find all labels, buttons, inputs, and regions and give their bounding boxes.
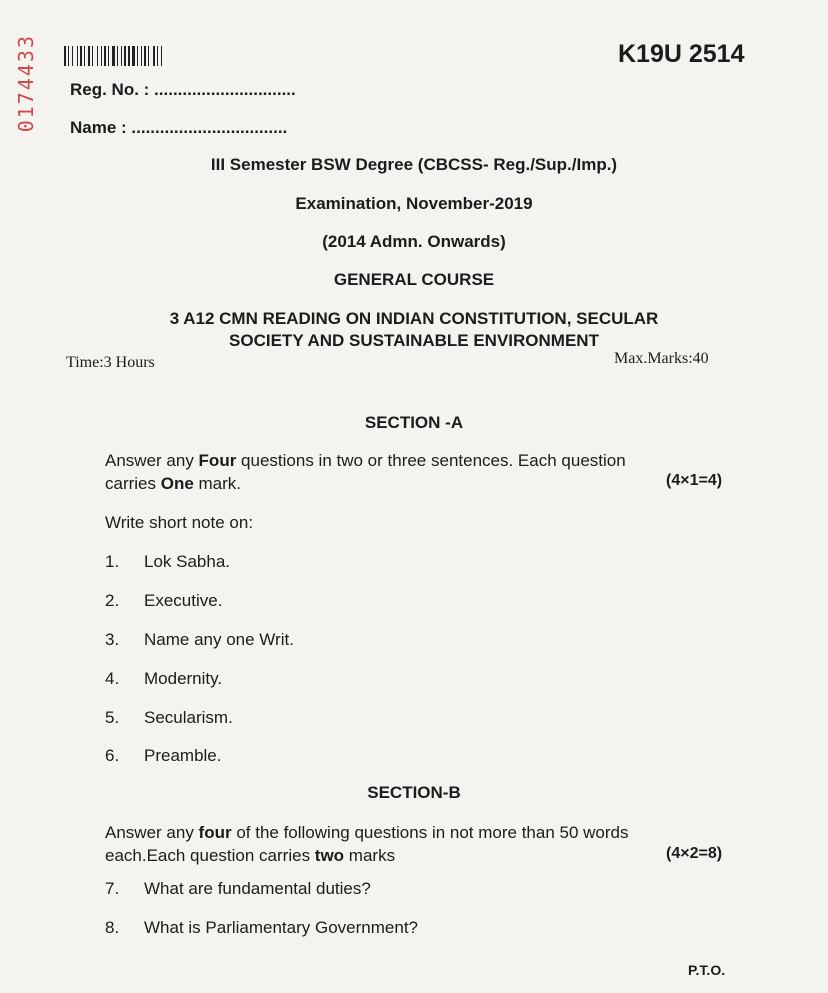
question-number: 8. [105,918,120,937]
question-number: 7. [105,879,120,898]
degree-title: III Semester BSW Degree (CBCSS- Reg./Sup./Imp.) [210,155,618,174]
serial-number: 0174433 [14,34,38,133]
barcode-image [64,46,264,66]
paper-code: K19U 2514 [618,40,745,68]
question-number: 3. [105,630,120,649]
question-text: What are fundamental duties? [144,879,371,898]
max-marks-label: Max.Marks:40 [614,350,709,367]
question-number: 4. [105,669,120,688]
admission-title: (2014 Admn. Onwards) [322,232,506,251]
section-b-instruction-line-1: Answer any four of the following questions in not more than 50 words [105,823,629,842]
section-b-heading: SECTION-B [367,783,461,802]
question-text: What is Parliamentary Government? [144,918,418,937]
question-text: Modernity. [144,669,223,688]
paper-title-line-2: SOCIETY AND SUSTAINABLE ENVIRONMENT [229,331,599,350]
paper-title-line-1: 3 A12 CMN READING ON INDIAN CONSTITUTION, SECULAR [169,309,659,328]
question-number: 6. [105,746,120,765]
question-text: Executive. [144,591,223,610]
name-field: Name : ................................. [70,118,288,137]
time-label: Time:3 Hours [66,354,155,371]
section-a-heading: SECTION -A [364,413,464,432]
question-text: Preamble. [144,746,222,765]
question-number: 2. [105,591,120,610]
section-a-subheading: Write short note on: [105,513,254,532]
exam-title: Examination, November-2019 [295,194,533,213]
question-text: Secularism. [144,708,233,727]
section-a-instruction-line-2: carries One mark. [105,474,242,493]
page-turn-note: P.T.O. [688,962,726,978]
reg-no-field: Reg. No. : .............................. [70,80,296,99]
question-number: 1. [105,552,120,571]
section-a-marks: (4×1=4) [666,472,723,489]
course-title: GENERAL COURSE [333,270,495,289]
section-b-instruction-line-2: each.Each question carries two marks [105,846,396,865]
question-text: Name any one Writ. [144,630,294,649]
question-number: 5. [105,708,120,727]
question-text: Lok Sabha. [144,552,231,571]
section-b-marks: (4×2=8) [666,845,723,862]
section-a-instruction-line-1: Answer any Four questions in two or three sentences. Each question [105,451,626,470]
